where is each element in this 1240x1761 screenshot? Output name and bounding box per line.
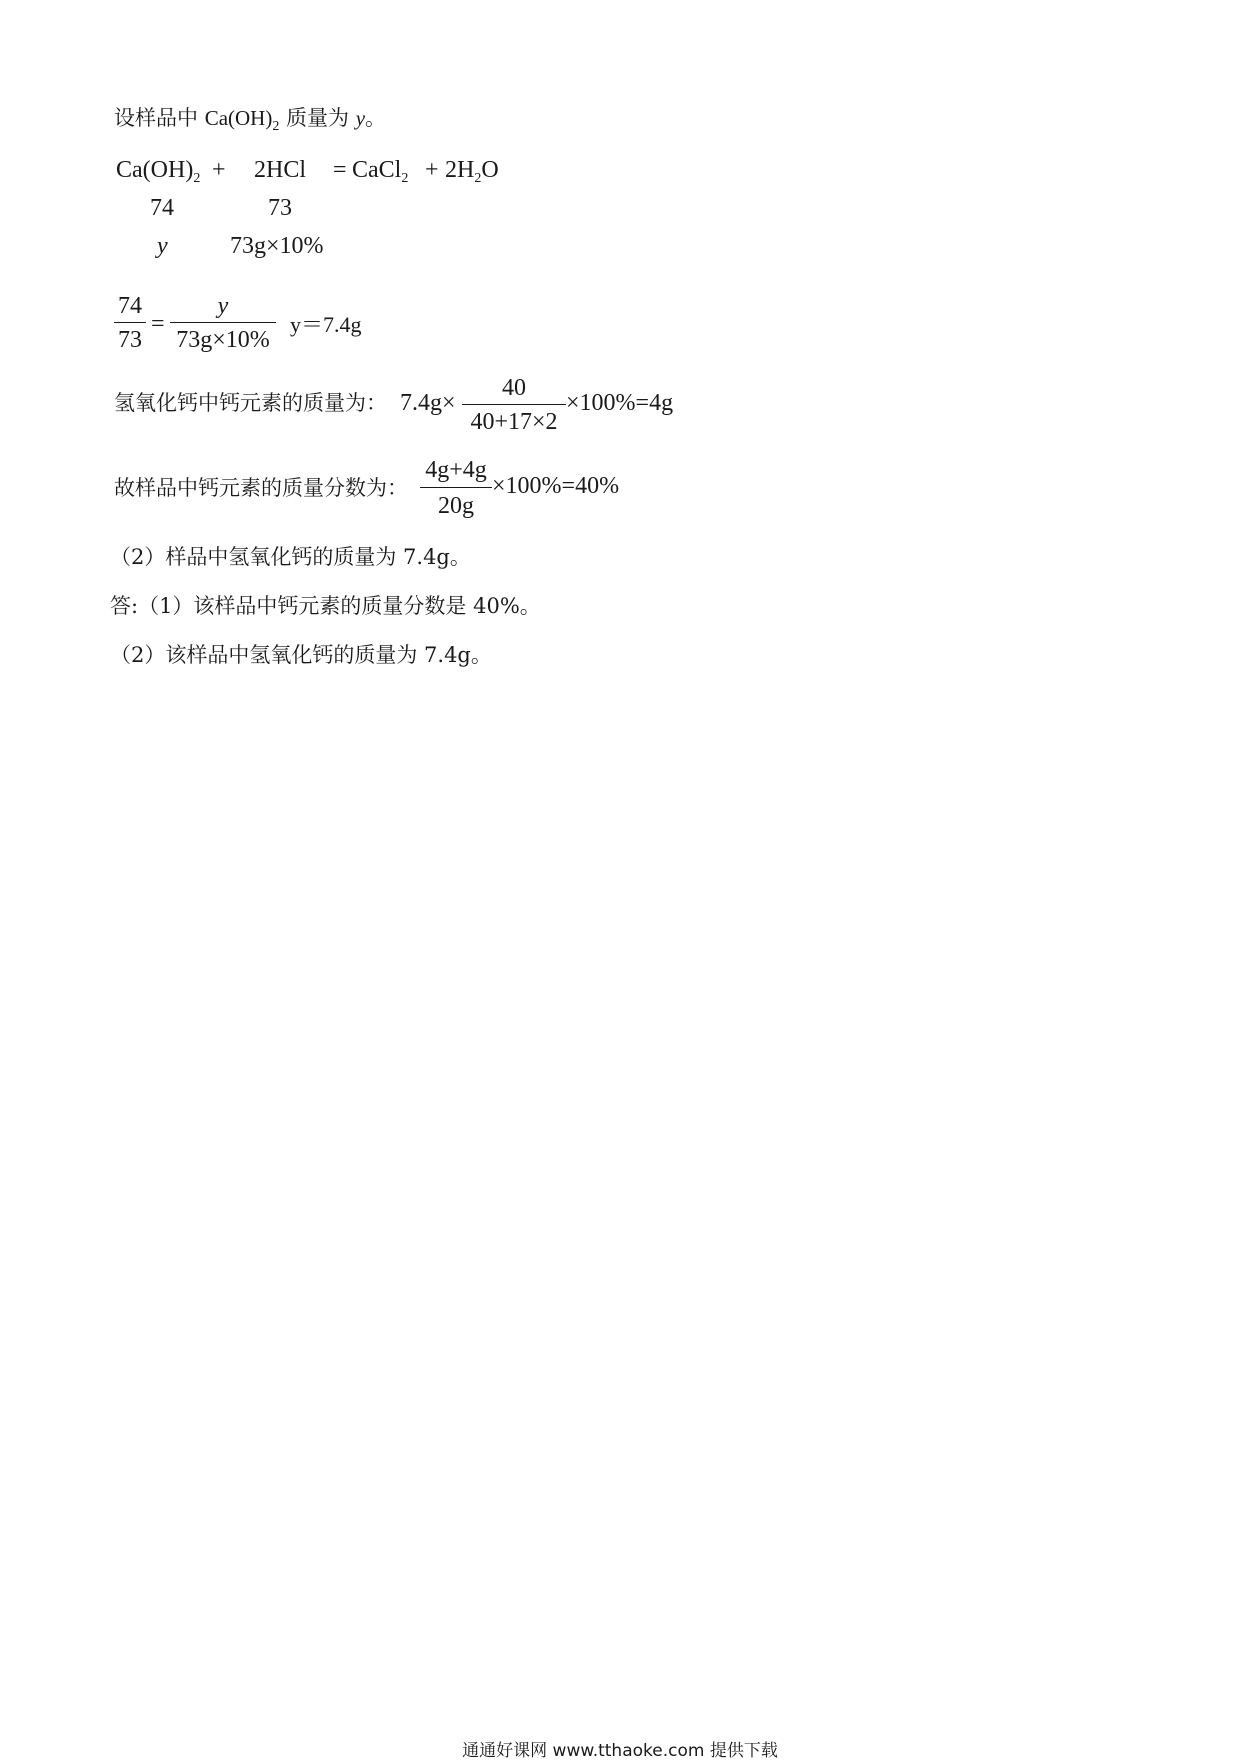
equation-reactant-2: 2HCl (254, 157, 307, 183)
equation-reactant-1: $Ca(OH)_2$ (116, 157, 201, 186)
given-hcl-mass: 73g×10% (230, 233, 324, 259)
calcium-mass-label: 氢氧化钙中钙元素的质量为： (114, 391, 387, 415)
fraction-ca-ratio: 40 40+17×2 (462, 374, 566, 438)
unknown-y: y (157, 233, 168, 259)
proportion-equals: = (151, 311, 165, 337)
fraction-ca-sample: 4g+4g 20g (420, 456, 492, 520)
proportion-result: y＝7.4g (290, 312, 362, 337)
equation-equals: = (333, 157, 347, 183)
answer2-line: （2）该样品中氢氧化钙的质量为 7.4g。 (110, 643, 492, 667)
molar-mass-caoh2: 74 (150, 195, 174, 221)
fraction-y-given: y 73g×10% (170, 292, 276, 356)
fraction-74-73: 74 73 (114, 292, 146, 356)
molar-mass-hcl: 73 (268, 195, 292, 221)
calcium-fraction-post: ×100%=40% (492, 473, 620, 499)
formula-caoh2: $Ca(OH)_2$ (204, 106, 280, 134)
part2-line: （2）样品中氢氧化钙的质量为 7.4g。 (110, 545, 471, 569)
calcium-mass-post: ×100%=4g (566, 390, 674, 416)
answer1-line: 答:（1）该样品中钙元素的质量分数是 40%。 (110, 594, 541, 618)
equation-plus-1: + (212, 157, 226, 183)
equation-plus-2: + (425, 157, 439, 183)
equation-product-2: $2H_2O$ (445, 157, 499, 186)
calcium-mass-pre: 7.4g× (400, 390, 456, 416)
intro-line: 设样品中 $Ca(OH)_2$ 质量为 y。 (114, 106, 387, 134)
footer-watermark: 通通好课网 www.tthaoke.com 提供下载 (462, 1741, 778, 1761)
calcium-fraction-label: 故样品中钙元素的质量分数为： (114, 476, 408, 500)
equation-product-1: CaCl$_2$ (352, 157, 409, 186)
